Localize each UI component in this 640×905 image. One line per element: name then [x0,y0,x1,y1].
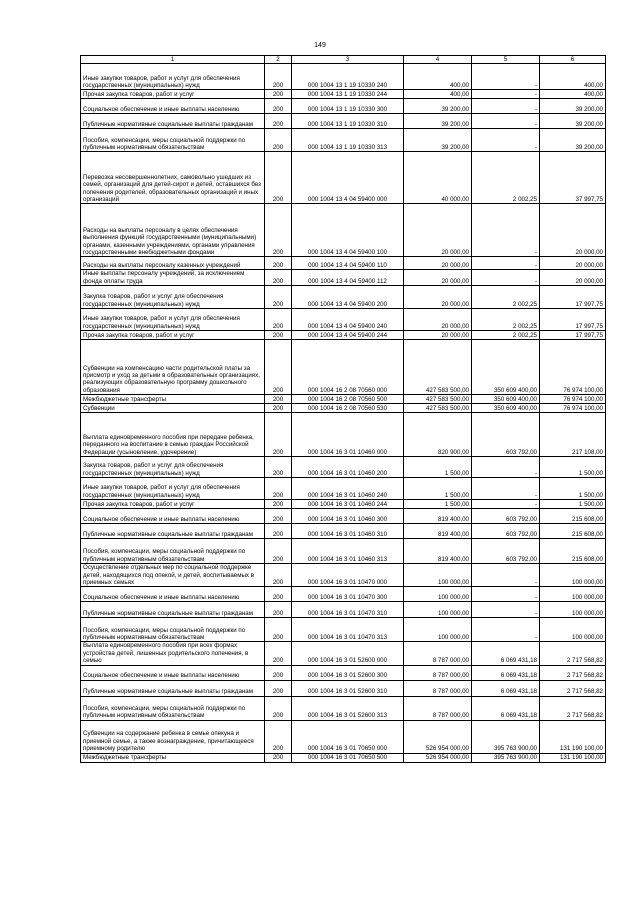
row-executed: 2 002,25 [472,286,540,309]
row-code: 200 [265,753,292,762]
row-approved: 100 000,00 [404,564,472,587]
row-unexecuted: 100 000,00 [540,602,606,618]
row-approved: 819 400,00 [404,524,472,539]
row-unexecuted: 100 000,00 [540,618,606,642]
row-unexecuted: 1 500,00 [540,500,606,509]
table-row [81,602,606,618]
row-class-code: 000 1004 16 3 01 52600 000 [292,642,404,665]
table-row [81,587,606,602]
row-code: 200 [265,478,292,500]
row-code: 200 [265,204,292,257]
row-name: Субвенции на содержание ребенка в семье опекуна и приемной семье, а также вознаграждение, причитающееся приемному родителю [81,720,265,753]
row-executed: 350 609 400,00 [472,395,540,404]
row-unexecuted: 215 608,00 [540,524,606,539]
row-code: 200 [265,286,292,309]
row-code: 200 [265,395,292,404]
row-class-code: 000 1004 13 1 19 10330 244 [292,90,404,99]
table-row [81,539,606,564]
row-approved: 20 000,00 [404,257,472,270]
row-unexecuted: 1 500,00 [540,457,606,478]
row-approved: 100 000,00 [404,587,472,602]
row-class-code: 000 1004 13 4 04 59400 110 [292,257,404,270]
row-executed: 350 609 400,00 [472,340,540,395]
row-executed: 6 069 431,18 [472,642,540,665]
row-class-code: 000 1004 13 1 19 10330 240 [292,64,404,90]
row-name: Иные закупки товаров, работ и услуг для обеспечения государственных (муниципальных) нужд [81,64,265,90]
row-name: Иные закупки товаров, работ и услуг для обеспечения государственных (муниципальных) нужд [81,309,265,331]
table-row [81,524,606,539]
row-name: Иные закупки товаров, работ и услуг для обеспечения государственных (муниципальных) нужд [81,478,265,500]
row-class-code: 000 1004 16 2 08 70560 000 [292,340,404,395]
table-row [81,478,606,500]
row-executed: - [472,564,540,587]
column-number-3: 3 [292,56,404,64]
budget-table [80,55,606,763]
row-unexecuted: 2 717 568,82 [540,696,606,720]
row-executed: 6 069 431,18 [472,665,540,680]
row-executed: 2 002,25 [472,309,540,331]
row-code: 200 [265,602,292,618]
row-class-code: 000 1004 13 4 04 59400 200 [292,286,404,309]
row-unexecuted: 37 997,75 [540,152,606,204]
row-executed: 603 792,00 [472,539,540,564]
row-approved: 8 787 000,00 [404,696,472,720]
row-name: Межбюджетные трансферты [81,395,265,404]
row-code: 200 [265,457,292,478]
row-code: 200 [265,413,292,457]
table-body [81,64,606,762]
table-row [81,270,606,286]
row-code: 200 [265,642,292,665]
row-code: 200 [265,720,292,753]
table-row [81,413,606,457]
row-executed: - [472,114,540,129]
row-unexecuted: 217 108,00 [540,413,606,457]
row-class-code: 000 1004 16 3 01 10470 310 [292,602,404,618]
row-unexecuted: 100 000,00 [540,587,606,602]
row-unexecuted: 20 000,00 [540,257,606,270]
row-approved: 39 200,00 [404,114,472,129]
row-class-code: 000 1004 13 4 04 59400 244 [292,331,404,340]
row-code: 200 [265,309,292,331]
row-code: 200 [265,129,292,152]
row-unexecuted: 131 190 100,00 [540,753,606,762]
row-unexecuted: 215 608,00 [540,509,606,524]
row-unexecuted: 1 500,00 [540,478,606,500]
row-approved: 1 500,00 [404,500,472,509]
row-approved: 526 954 000,00 [404,753,472,762]
row-class-code: 000 1004 13 4 04 59400 100 [292,204,404,257]
row-approved: 400,00 [404,64,472,90]
row-name: Публичные нормативные социальные выплаты гражданам [81,602,265,618]
row-executed: - [472,129,540,152]
row-unexecuted: 2 717 568,82 [540,665,606,680]
row-class-code: 000 1004 16 3 01 70650 500 [292,753,404,762]
row-code: 200 [265,587,292,602]
row-approved: 20 000,00 [404,309,472,331]
row-class-code: 000 1004 13 4 04 59400 112 [292,270,404,286]
row-code: 200 [265,524,292,539]
row-unexecuted: 400,00 [540,64,606,90]
row-approved: 1 500,00 [404,478,472,500]
row-executed: 395 763 900,00 [472,720,540,753]
row-unexecuted: 131 190 100,00 [540,720,606,753]
table-row [81,395,606,404]
row-class-code: 000 1004 16 3 01 10470 300 [292,587,404,602]
column-number-5: 5 [472,56,540,64]
table-row [81,753,606,762]
row-code: 200 [265,152,292,204]
row-unexecuted: 20 000,00 [540,204,606,257]
row-class-code: 000 1004 16 3 01 70650 000 [292,720,404,753]
row-class-code: 000 1004 16 3 01 52600 313 [292,696,404,720]
table-row [81,99,606,114]
column-number-6: 6 [540,56,606,64]
row-executed: - [472,500,540,509]
row-class-code: 000 1004 16 3 01 10470 313 [292,618,404,642]
row-code: 200 [265,270,292,286]
row-unexecuted: 17 997,75 [540,331,606,340]
row-executed: 6 069 431,18 [472,680,540,696]
row-executed: - [472,270,540,286]
row-name: Субвенции [81,404,265,413]
row-name: Пособия, компенсации, меры социальной поддержки по публичным нормативным обязательствам [81,618,265,642]
row-name: Публичные нормативные социальные выплаты гражданам [81,524,265,539]
row-unexecuted: 76 974 100,00 [540,404,606,413]
table-row [81,680,606,696]
table-row [81,720,606,753]
row-class-code: 000 1004 13 1 19 10330 300 [292,99,404,114]
row-name: Расходы на выплаты персоналу в целях обеспечения выполнения функций государственными (муниципальными) органами, казенными учреждениями, органами управления государственными внебюджетными фондами [81,204,265,257]
table-row [81,509,606,524]
row-name: Межбюджетные трансферты [81,753,265,762]
row-approved: 526 954 000,00 [404,720,472,753]
row-approved: 20 000,00 [404,331,472,340]
table-row [81,204,606,257]
row-name: Иные выплаты персоналу учреждений, за исключением фонда оплаты труда [81,270,265,286]
row-executed: 395 763 900,00 [472,753,540,762]
row-name: Прочая закупка товаров, работ и услуг [81,90,265,99]
row-class-code: 000 1004 16 3 01 10460 310 [292,524,404,539]
row-executed: - [472,257,540,270]
row-executed: - [472,457,540,478]
row-class-code: 000 1004 16 3 01 10460 200 [292,457,404,478]
row-unexecuted: 39 200,00 [540,114,606,129]
table-row [81,331,606,340]
row-code: 200 [265,64,292,90]
table-row [81,309,606,331]
row-name: Осуществление отдельных мер по социальной поддержке детей, находящихся под опекой, и детей, воспитываемых в приемных семьях [81,564,265,587]
row-code: 200 [265,340,292,395]
row-executed: 6 069 431,18 [472,696,540,720]
row-approved: 20 000,00 [404,204,472,257]
row-code: 200 [265,114,292,129]
row-approved: 427 583 500,00 [404,404,472,413]
row-class-code: 000 1004 13 1 19 10330 313 [292,129,404,152]
row-approved: 8 787 000,00 [404,642,472,665]
row-unexecuted: 20 000,00 [540,270,606,286]
row-executed: 603 792,00 [472,413,540,457]
table-row [81,64,606,90]
row-unexecuted: 17 997,75 [540,309,606,331]
table-row [81,404,606,413]
row-approved: 8 787 000,00 [404,680,472,696]
row-approved: 20 000,00 [404,270,472,286]
column-number-2: 2 [265,56,292,64]
table-row [81,90,606,99]
row-executed: - [472,64,540,90]
row-approved: 39 200,00 [404,129,472,152]
row-executed: 2 002,25 [472,152,540,204]
row-executed: 603 792,00 [472,509,540,524]
row-approved: 100 000,00 [404,602,472,618]
row-class-code: 000 1004 16 2 08 70560 530 [292,404,404,413]
row-approved: 40 000,00 [404,152,472,204]
row-class-code: 000 1004 16 2 08 70560 500 [292,395,404,404]
table-row [81,696,606,720]
row-name: Закупка товаров, работ и услуг для обеспечения государственных (муниципальных) нужд [81,286,265,309]
row-name: Социальное обеспечение и иные выплаты населению [81,665,265,680]
row-code: 200 [265,404,292,413]
row-code: 200 [265,331,292,340]
row-approved: 819 400,00 [404,509,472,524]
table-row [81,457,606,478]
row-class-code: 000 1004 13 4 04 59400 000 [292,152,404,204]
table-row [81,642,606,665]
page-number: 149 [314,42,326,49]
row-class-code: 000 1004 16 3 01 10470 000 [292,564,404,587]
row-unexecuted: 17 997,75 [540,286,606,309]
row-name: Расходы на выплаты персоналу казенных учреждений [81,257,265,270]
row-unexecuted: 39 200,00 [540,129,606,152]
row-unexecuted: 76 974 100,00 [540,340,606,395]
row-executed: - [472,478,540,500]
row-class-code: 000 1004 13 1 19 10330 310 [292,114,404,129]
row-unexecuted: 39 200,00 [540,99,606,114]
row-approved: 8 787 000,00 [404,665,472,680]
row-name: Закупка товаров, работ и услуг для обеспечения государственных (муниципальных) нужд [81,457,265,478]
row-executed: - [472,99,540,114]
column-number-row [81,56,606,64]
row-name: Социальное обеспечение и иные выплаты населению [81,587,265,602]
row-code: 200 [265,509,292,524]
table-row [81,114,606,129]
row-name: Пособия, компенсации, меры социальной поддержки по публичным нормативным обязательствам [81,696,265,720]
row-approved: 820 900,00 [404,413,472,457]
row-unexecuted: 2 717 568,82 [540,642,606,665]
row-executed: - [472,90,540,99]
row-approved: 39 200,00 [404,99,472,114]
row-approved: 400,00 [404,90,472,99]
row-executed: 2 002,25 [472,331,540,340]
row-approved: 20 000,00 [404,286,472,309]
row-code: 200 [265,539,292,564]
row-approved: 1 500,00 [404,457,472,478]
row-unexecuted: 400,00 [540,90,606,99]
row-name: Публичные нормативные социальные выплаты гражданам [81,114,265,129]
row-approved: 427 583 500,00 [404,395,472,404]
table-row [81,564,606,587]
row-name: Прочая закупка товаров, работ и услуг [81,331,265,340]
table-row [81,286,606,309]
row-executed: - [472,204,540,257]
row-name: Социальное обеспечение и иные выплаты населению [81,509,265,524]
row-code: 200 [265,90,292,99]
row-executed: 603 792,00 [472,524,540,539]
row-class-code: 000 1004 16 3 01 10460 313 [292,539,404,564]
row-class-code: 000 1004 16 3 01 10460 000 [292,413,404,457]
row-name: Пособия, компенсации, меры социальной поддержки по публичным нормативным обязательствам [81,129,265,152]
row-approved: 819 400,00 [404,539,472,564]
row-approved: 100 000,00 [404,618,472,642]
row-name: Субвенции на компенсацию части родительской платы за присмотр и уход за детьми в образовательных организациях, реализующих образовательную программу дошкольного образования [81,340,265,395]
table-row [81,152,606,204]
row-code: 200 [265,564,292,587]
table-row [81,340,606,395]
row-name: Выплата единовременного пособия при всех формах устройства детей, лишенных родительского попечения, в семью [81,642,265,665]
row-executed: - [472,618,540,642]
row-name: Публичные нормативные социальные выплаты гражданам [81,680,265,696]
row-class-code: 000 1004 13 4 04 59400 240 [292,309,404,331]
table-row [81,129,606,152]
row-code: 200 [265,257,292,270]
row-class-code: 000 1004 16 3 01 52600 310 [292,680,404,696]
row-executed: - [472,587,540,602]
column-number-1: 1 [81,56,265,64]
row-code: 200 [265,500,292,509]
row-code: 200 [265,680,292,696]
row-code: 200 [265,665,292,680]
table-row [81,257,606,270]
table-row [81,500,606,509]
row-unexecuted: 215 608,00 [540,539,606,564]
row-class-code: 000 1004 16 3 01 10460 244 [292,500,404,509]
row-unexecuted: 76 974 100,00 [540,395,606,404]
row-unexecuted: 100 000,00 [540,564,606,587]
row-name: Пособия, компенсации, меры социальной поддержки по публичным нормативным обязательствам [81,539,265,564]
row-executed: 350 609 400,00 [472,404,540,413]
row-unexecuted: 2 717 568,82 [540,680,606,696]
row-code: 200 [265,618,292,642]
table-row [81,618,606,642]
row-executed: - [472,602,540,618]
row-code: 200 [265,99,292,114]
row-class-code: 000 1004 16 3 01 10460 240 [292,478,404,500]
row-name: Прочая закупка товаров, работ и услуг [81,500,265,509]
row-code: 200 [265,696,292,720]
row-name: Социальное обеспечение и иные выплаты населению [81,99,265,114]
row-approved: 427 583 500,00 [404,340,472,395]
row-class-code: 000 1004 16 3 01 10460 300 [292,509,404,524]
row-name: Выплата единовременного пособия при передаче ребенка, переданного на воспитание в семью граждан Российской Федерации (усыновление, удочерение) [81,413,265,457]
row-name: Перевозка несовершеннолетних, самовольно ушедших из семей, организаций для детей-сирот и детей, оставшихся без попечения родителей, образовательных организаций и иных организаций [81,152,265,204]
table-row [81,665,606,680]
column-number-4: 4 [404,56,472,64]
row-class-code: 000 1004 16 3 01 52600 300 [292,665,404,680]
